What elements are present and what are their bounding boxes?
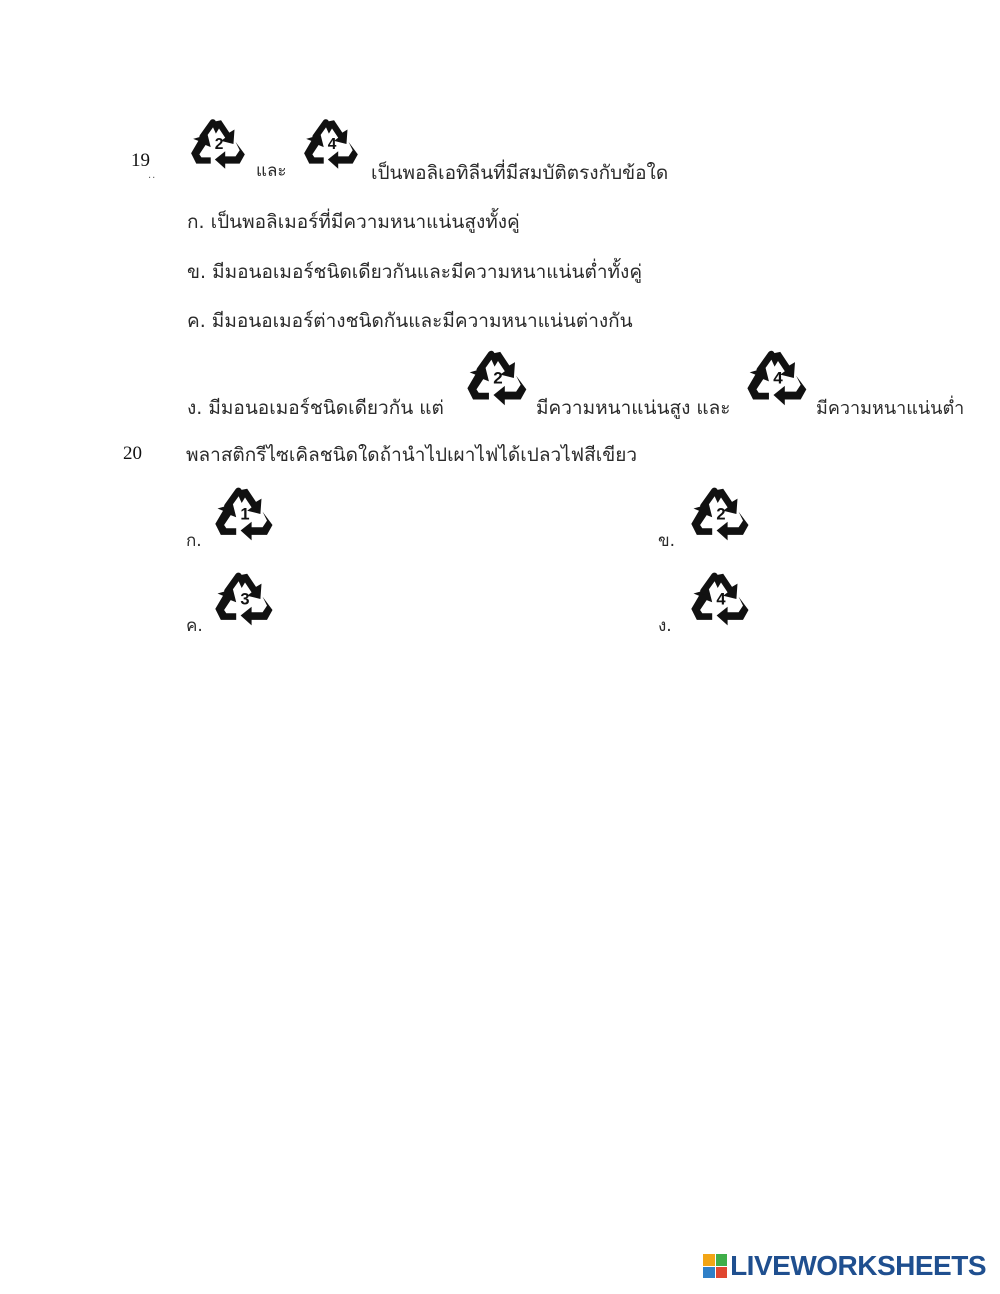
question-20-option-b-letter: ข. [658,531,676,551]
recycle-symbol-4-icon [301,114,363,174]
svg-text:1: 1 [240,505,250,524]
question-20-option-d-letter: ง. [658,616,672,636]
question-19-option-d-suffix: มีความหนาแน่นต่ำ [816,398,965,419]
question-20-option-a-letter: ก. [186,531,202,551]
recycle-symbol-4-icon [744,346,812,410]
question-19-option-c: ค. มีมอนอเมอร์ต่างชนิดกันและมีความหนาแน่นต่างกัน [187,310,633,332]
question-20-number: 20 [123,443,142,464]
question-19-option-b: ข. มีมอนอเมอร์ชนิดเดียวกันและมีความหนาแน่นต่ำทั้งคู่ [187,261,643,283]
liveworksheets-logo [703,1250,986,1282]
question-20-text: พลาสติกรีไซเคิลชนิดใดถ้านำไปเผาไฟได้เปลวไฟสีเขียว [186,444,638,466]
svg-text:2: 2 [493,368,503,388]
liveworksheets-logo-text: LIVEWORKSHEETS [730,1250,986,1281]
question-19-option-a: ก. เป็นพอลิเมอร์ที่มีความหนาแน่นสูงทั้งคู่ [187,211,520,233]
question-20-option-c-letter: ค. [186,616,203,636]
svg-text:2: 2 [716,505,726,524]
svg-text:3: 3 [240,590,250,609]
question-19-text: เป็นพอลิเอทิลีนที่มีสมบัติตรงกับข้อใด [371,162,669,184]
recycle-symbol-1-icon [212,483,278,545]
recycle-symbol-2-icon [464,346,532,410]
svg-text:4: 4 [716,590,726,609]
recycle-symbol-3-icon [212,568,278,630]
question-19-dots: .. [148,170,157,181]
question-19-connector: และ [256,161,287,181]
recycle-symbol-4-icon [688,568,754,630]
svg-text:2: 2 [214,136,224,154]
recycle-symbol-2-icon [188,114,250,174]
question-19-option-d-middle: มีความหนาแน่นสูง และ [536,397,731,419]
recycle-symbol-2-icon [688,483,754,545]
svg-text:4: 4 [327,136,337,154]
liveworksheets-logo-icon [703,1254,727,1278]
question-19-number: 19 [131,150,150,171]
svg-text:4: 4 [773,368,783,388]
question-19-option-d-prefix: ง. มีมอนอเมอร์ชนิดเดียวกัน แต่ [187,397,444,419]
